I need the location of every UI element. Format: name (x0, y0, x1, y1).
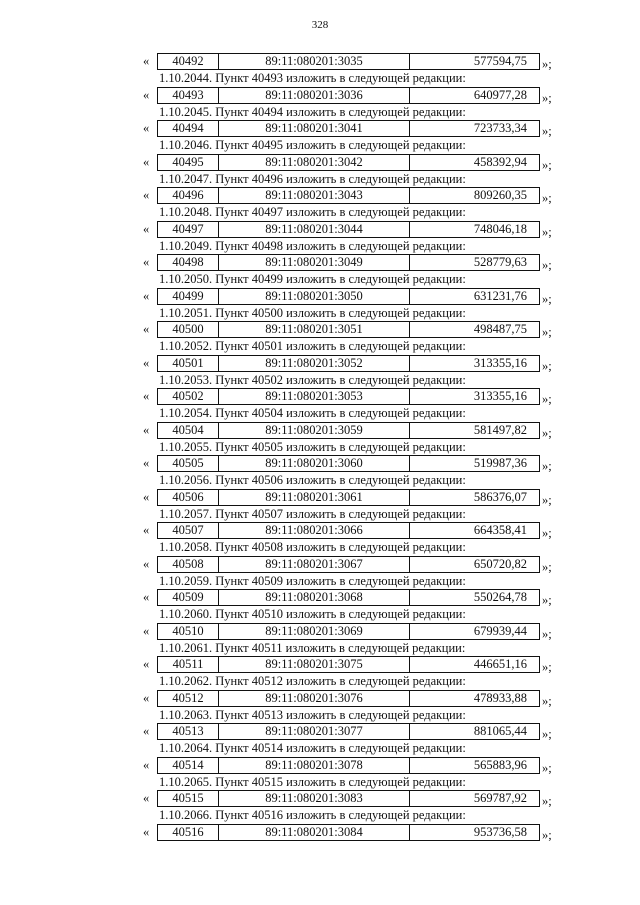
closing-quote: »; (542, 124, 552, 138)
cadastral-value-cell: 458392,94 (473, 154, 527, 169)
table-row (143, 288, 573, 305)
item-number-cell: 40515 (158, 791, 219, 806)
closing-quote: »; (542, 224, 552, 239)
clause-line: 1.10.2059. Пункт 40509 изложить в следующей редакции: (159, 573, 466, 588)
table-cells (157, 254, 540, 271)
closing-quote: »; (542, 693, 552, 708)
clause-line: 1.10.2057. Пункт 40507 изложить в следующей редакции: (159, 506, 466, 521)
cadastral-number-cell: 89:11:080201:3060 (219, 456, 410, 471)
closing-quote: »; (542, 191, 552, 205)
cadastral-value-cell: 577594,75 (473, 54, 527, 68)
opening-quote: « (143, 221, 150, 236)
table-cells (157, 589, 540, 606)
item-number-cell: 40501 (158, 356, 219, 371)
item-number-cell: 40497 (158, 222, 219, 237)
opening-quote: « (143, 523, 150, 537)
cadastral-value-cell: 565883,96 (473, 757, 527, 772)
table-cells (157, 87, 540, 104)
cadastral-number-cell: 89:11:080201:3042 (219, 155, 410, 170)
table-cells (157, 656, 540, 673)
table-row (143, 656, 573, 673)
table-row (143, 723, 573, 740)
opening-quote: « (143, 355, 150, 370)
opening-quote: « (143, 456, 150, 470)
table-cells (157, 723, 540, 740)
cadastral-value-cell: 569787,92 (473, 791, 527, 805)
closing-quote: »; (542, 660, 552, 674)
table-row (143, 690, 573, 707)
table-cells (157, 790, 540, 807)
cadastral-value-cell: 528779,63 (473, 255, 527, 269)
cadastral-value-cell: 650720,82 (473, 556, 527, 571)
closing-quote: »; (542, 626, 552, 641)
table-row (143, 187, 573, 204)
closing-quote: »; (542, 90, 552, 105)
clause-line: 1.10.2045. Пункт 40494 изложить в следующей редакции: (159, 104, 466, 119)
page-number: 328 (311, 19, 329, 31)
clause-line: 1.10.2050. Пункт 40499 изложить в следующей редакции: (159, 272, 466, 286)
table-cells (157, 221, 540, 238)
table-row (143, 589, 573, 606)
table-cells (157, 154, 540, 171)
closing-quote: »; (542, 57, 552, 71)
cadastral-number-cell: 89:11:080201:3066 (219, 523, 410, 538)
cadastral-value-cell: 550264,78 (473, 590, 527, 604)
closing-quote: »; (542, 492, 552, 507)
opening-quote: « (143, 657, 150, 671)
table-row (143, 355, 573, 372)
cadastral-value-cell: 881065,44 (473, 724, 527, 738)
closing-quote: »; (542, 794, 552, 808)
table-cells (157, 53, 540, 70)
closing-quote: »; (542, 559, 552, 574)
table-row (143, 321, 573, 338)
opening-quote: « (143, 255, 150, 269)
table-row (143, 522, 573, 539)
opening-quote: « (143, 422, 150, 437)
opening-quote: « (143, 322, 150, 336)
cadastral-number-cell: 89:11:080201:3059 (219, 423, 410, 438)
closing-quote: »; (542, 258, 552, 272)
table-cells (157, 388, 540, 405)
item-number-cell: 40492 (158, 54, 219, 69)
item-number-cell: 40504 (158, 423, 219, 438)
cadastral-number-cell: 89:11:080201:3077 (219, 724, 410, 739)
table-cells (157, 288, 540, 305)
table-row (143, 824, 573, 841)
table-cells (157, 422, 540, 439)
clause-line: 1.10.2062. Пункт 40512 изложить в следующей редакции: (159, 674, 466, 688)
cadastral-value-cell: 478933,88 (473, 690, 527, 705)
cadastral-number-cell: 89:11:080201:3043 (219, 188, 410, 203)
clause-line: 1.10.2058. Пункт 40508 изложить в следующей редакции: (159, 540, 466, 554)
cadastral-value-cell: 498487,75 (473, 322, 527, 336)
cadastral-number-cell: 89:11:080201:3083 (219, 791, 410, 806)
clause-line: 1.10.2051. Пункт 40500 изложить в следующей редакции: (159, 305, 466, 320)
item-number-cell: 40512 (158, 691, 219, 706)
cadastral-number-cell: 89:11:080201:3051 (219, 322, 410, 337)
clause-line: 1.10.2049. Пункт 40498 изложить в следующей редакции: (159, 238, 466, 253)
closing-quote: »; (542, 291, 552, 306)
cadastral-value-cell: 631231,76 (473, 288, 527, 303)
item-number-cell: 40495 (158, 155, 219, 170)
table-row (143, 489, 573, 506)
opening-quote: « (143, 188, 150, 202)
table-row (143, 790, 573, 807)
closing-quote: »; (542, 526, 552, 540)
closing-quote: »; (542, 157, 552, 172)
opening-quote: « (143, 791, 150, 805)
cadastral-number-cell: 89:11:080201:3084 (219, 825, 410, 840)
table-cells (157, 757, 540, 774)
cadastral-number-cell: 89:11:080201:3050 (219, 289, 410, 304)
cadastral-number-cell: 89:11:080201:3069 (219, 624, 410, 639)
opening-quote: « (143, 556, 150, 571)
cadastral-value-cell: 446651,16 (473, 657, 527, 671)
item-number-cell: 40502 (158, 389, 219, 404)
item-number-cell: 40499 (158, 289, 219, 304)
item-number-cell: 40494 (158, 121, 219, 136)
clause-line: 1.10.2047. Пункт 40496 изложить в следующей редакции: (159, 171, 466, 186)
opening-quote: « (143, 623, 150, 638)
cadastral-number-cell: 89:11:080201:3075 (219, 657, 410, 672)
clause-line: 1.10.2046. Пункт 40495 изложить в следующей редакции: (159, 138, 466, 152)
table-cells (157, 489, 540, 506)
table-row (143, 221, 573, 238)
item-number-cell: 40510 (158, 624, 219, 639)
cadastral-number-cell: 89:11:080201:3068 (219, 590, 410, 605)
cadastral-value-cell: 809260,35 (473, 188, 527, 202)
clause-line: 1.10.2056. Пункт 40506 изложить в следующей редакции: (159, 473, 466, 487)
closing-quote: »; (542, 827, 552, 842)
table-cells (157, 455, 540, 472)
cadastral-number-cell: 89:11:080201:3041 (219, 121, 410, 136)
opening-quote: « (143, 590, 150, 604)
clause-line: 1.10.2060. Пункт 40510 изложить в следующей редакции: (159, 607, 466, 621)
opening-quote: « (143, 87, 150, 102)
item-number-cell: 40514 (158, 758, 219, 773)
item-number-cell: 40498 (158, 255, 219, 270)
clause-line: 1.10.2063. Пункт 40513 изложить в следующей редакции: (159, 707, 466, 722)
table-row (143, 254, 573, 271)
cadastral-value-cell: 748046,18 (473, 221, 527, 236)
cadastral-number-cell: 89:11:080201:3044 (219, 222, 410, 237)
item-number-cell: 40509 (158, 590, 219, 605)
item-number-cell: 40507 (158, 523, 219, 538)
cadastral-value-cell: 313355,16 (473, 355, 527, 370)
item-number-cell: 40493 (158, 88, 219, 103)
cadastral-value-cell: 723733,34 (473, 121, 527, 135)
cadastral-value-cell: 586376,07 (473, 489, 527, 504)
table-cells (157, 824, 540, 841)
cadastral-value-cell: 519987,36 (473, 456, 527, 470)
table-row (143, 556, 573, 573)
closing-quote: »; (542, 760, 552, 775)
item-number-cell: 40500 (158, 322, 219, 337)
item-number-cell: 40496 (158, 188, 219, 203)
table-cells (157, 522, 540, 539)
cadastral-number-cell: 89:11:080201:3061 (219, 490, 410, 505)
table-row (143, 455, 573, 472)
cadastral-value-cell: 581497,82 (473, 422, 527, 437)
opening-quote: « (143, 121, 150, 135)
cadastral-number-cell: 89:11:080201:3052 (219, 356, 410, 371)
opening-quote: « (143, 154, 150, 169)
table-cells (157, 556, 540, 573)
item-number-cell: 40505 (158, 456, 219, 471)
opening-quote: « (143, 757, 150, 772)
table-row (143, 757, 573, 774)
cadastral-number-cell: 89:11:080201:3076 (219, 691, 410, 706)
closing-quote: »; (542, 358, 552, 373)
clause-line: 1.10.2061. Пункт 40511 изложить в следующей редакции: (159, 640, 466, 655)
closing-quote: »; (542, 325, 552, 339)
table-cells (157, 690, 540, 707)
table-row (143, 53, 573, 70)
table-row (143, 388, 573, 405)
clause-line: 1.10.2048. Пункт 40497 изложить в следующей редакции: (159, 205, 466, 219)
clause-line: 1.10.2053. Пункт 40502 изложить в следующей редакции: (159, 372, 466, 387)
clause-line: 1.10.2065. Пункт 40515 изложить в следующей редакции: (159, 774, 466, 789)
clause-line: 1.10.2054. Пункт 40504 изложить в следующей редакции: (159, 406, 466, 420)
opening-quote: « (143, 54, 150, 68)
table-cells (157, 120, 540, 137)
cadastral-value-cell: 664358,41 (473, 523, 527, 537)
closing-quote: »; (542, 392, 552, 406)
cadastral-value-cell: 640977,28 (473, 87, 527, 102)
opening-quote: « (143, 489, 150, 504)
cadastral-number-cell: 89:11:080201:3049 (219, 255, 410, 270)
item-number-cell: 40506 (158, 490, 219, 505)
cadastral-number-cell: 89:11:080201:3036 (219, 88, 410, 103)
clause-line: 1.10.2044. Пункт 40493 изложить в следующей редакции: (159, 71, 466, 85)
opening-quote: « (143, 389, 150, 403)
closing-quote: »; (542, 459, 552, 473)
opening-quote: « (143, 724, 150, 738)
table-row (143, 120, 573, 137)
closing-quote: »; (542, 593, 552, 607)
cadastral-number-cell: 89:11:080201:3067 (219, 557, 410, 572)
cadastral-number-cell: 89:11:080201:3053 (219, 389, 410, 404)
closing-quote: »; (542, 425, 552, 440)
clause-line: 1.10.2066. Пункт 40516 изложить в следующей редакции: (159, 808, 466, 822)
table-row (143, 422, 573, 439)
clause-line: 1.10.2064. Пункт 40514 изложить в следующей редакции: (159, 741, 466, 755)
table-cells (157, 187, 540, 204)
item-number-cell: 40513 (158, 724, 219, 739)
item-number-cell: 40516 (158, 825, 219, 840)
item-number-cell: 40511 (158, 657, 219, 672)
table-row (143, 154, 573, 171)
opening-quote: « (143, 824, 150, 839)
table-cells (157, 623, 540, 640)
cadastral-value-cell: 313355,16 (473, 389, 527, 403)
cadastral-value-cell: 953736,58 (473, 824, 527, 839)
item-number-cell: 40508 (158, 557, 219, 572)
clause-line: 1.10.2055. Пункт 40505 изложить в следующей редакции: (159, 439, 466, 454)
cadastral-value-cell: 679939,44 (473, 623, 527, 638)
cadastral-number-cell: 89:11:080201:3035 (219, 54, 410, 69)
closing-quote: »; (542, 727, 552, 741)
table-row (143, 87, 573, 104)
opening-quote: « (143, 288, 150, 303)
amendment-list (143, 53, 573, 841)
table-row (143, 623, 573, 640)
opening-quote: « (143, 690, 150, 705)
table-cells (157, 321, 540, 338)
clause-line: 1.10.2052. Пункт 40501 изложить в следующей редакции: (159, 339, 466, 353)
cadastral-number-cell: 89:11:080201:3078 (219, 758, 410, 773)
table-cells (157, 355, 540, 372)
